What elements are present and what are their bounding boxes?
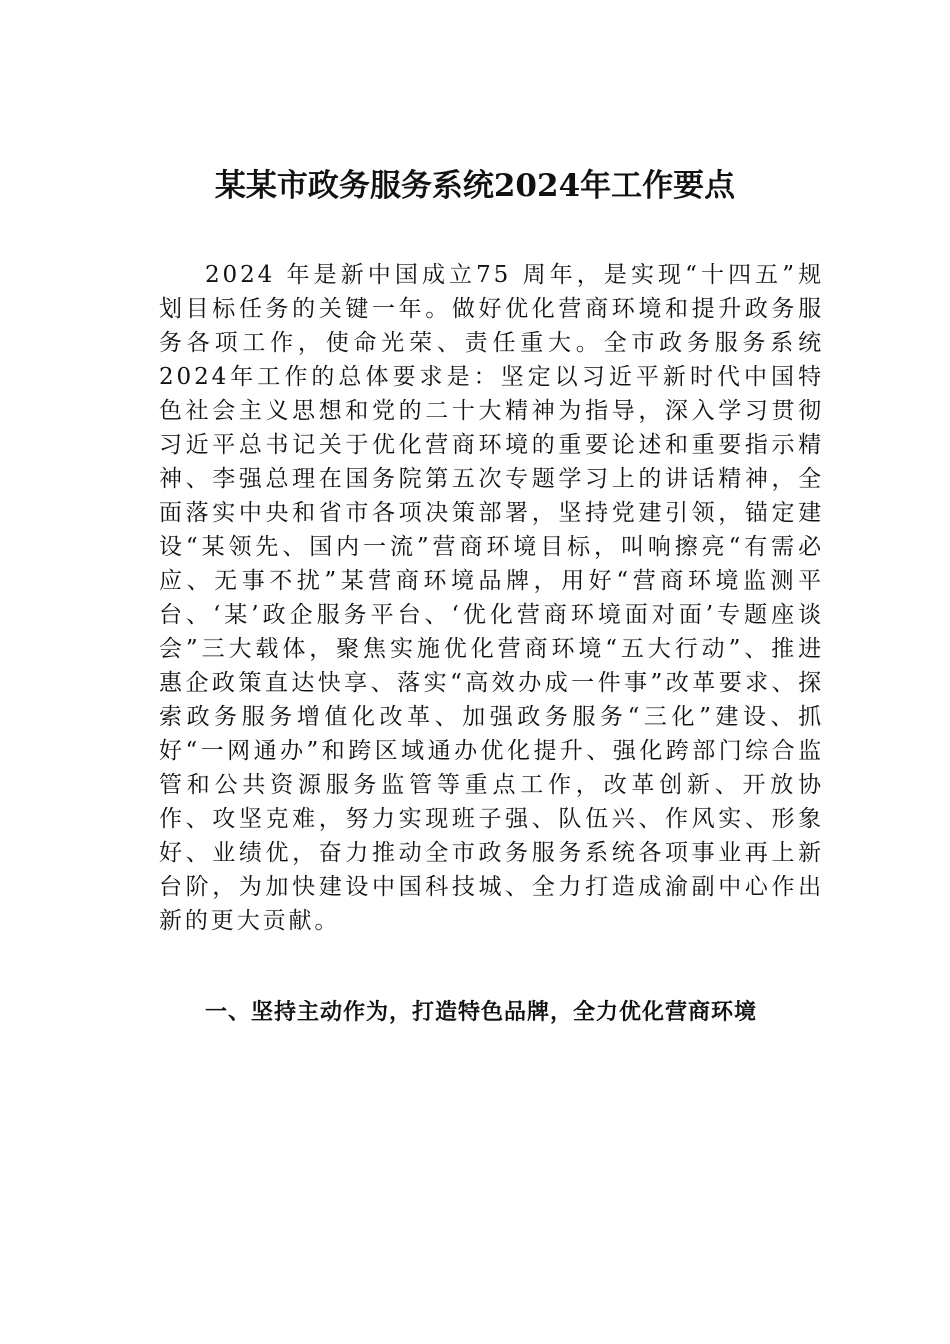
- section-heading: 一、坚持主动作为，打造特色品牌，全力优化营商环境: [205, 1000, 758, 1025]
- intro-paragraph: 2024 年是新中国成立75 周年，是实现“十四五”规划目标任务的关键一年。做好优化营商环境和提升政务服务各项工作，使命光荣、责任重大。全市政务服务系统2024年工作的总体要求是：坚定以习近平新时代中国特色社会主义思想和党的二十大精神为指导，深入学习贯彻习近平总书记关于优化营商环境的重要论述和重要指示精神、李强总理在国务院第五次专题学习上的讲话精神，全面落实中央和省市各项决策部署，坚持党建引领，锚定建设“某领先、国内一流”营商环境目标，叫响擦亮“有需必应、无事不扰”某营商环境品牌，用好“营商环境监测平台、‘某’政企服务平台、‘优化营商环境面对面’专题座谈会”三大载体，聚焦实施优化营商环境“五大行动”、推进惠企政策直达快享、落实“高效办成一件事”改革要求、探索政务服务增值化改革、加强政务服务“三化”建设、抓好“一网通办”和跨区域通办优化提升、强化跨部门综合监管和公共资源服务监管等重点工作，改革创新、开放协作、攻坚克难，努力实现班子强、队伍兴、作风实、形象好、业绩优，奋力推动全市政务服务系统各项事业再上新台阶，为加快建设中国科技城、全力打造成渝副中心作出新的更大贡献。: [159, 262, 824, 934]
- document-title: 某某市政务服务系统2024年工作要点: [214, 168, 736, 204]
